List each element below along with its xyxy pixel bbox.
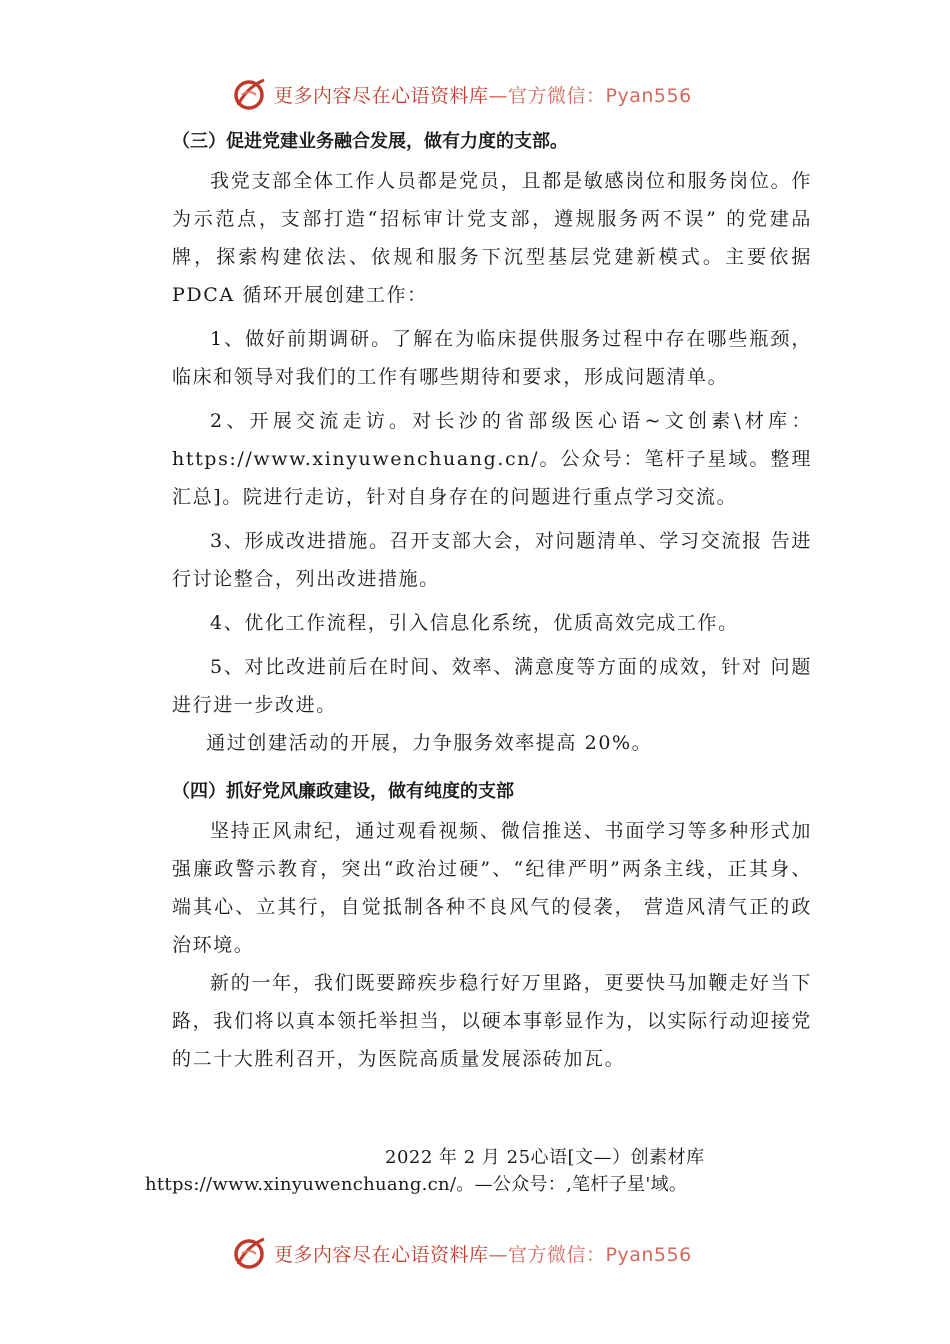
banner-text-main: 更多内容尽在心语资料库 (274, 1243, 489, 1266)
brand-logo-icon (230, 1234, 268, 1272)
section-4-heading: （四）抓好党风廉政建设，做有纯度的支部 (172, 781, 514, 802)
section-3-heading: （三）促进党建业务融合发展，做有力度的支部。 (172, 131, 568, 152)
section-3-item-2: 2、开展交流走访。对长沙的省部级医心语~文创素\材库：https://www.xinyuwenchuang.cn/。公众号：笔杆子星域。整理汇总]。院进行走访，针对自身存在的问题进行重点学习交流。 (172, 410, 812, 508)
bottom-watermark-banner (230, 1233, 750, 1273)
brand-logo-icon (230, 75, 268, 113)
banner-text-main: 更多内容尽在心语资料库 (274, 84, 489, 107)
banner-text-wechat: —官方微信：Pyan556 (488, 84, 692, 107)
section-3-goal: 通过创建活动的开展，力争服务效率提高 20%。 (206, 732, 653, 754)
section-4-paragraph-1: 坚持正风肃纪，通过观看视频、微信推送、书面学习等多种形式加强廉政警示教育，突出“政治过硬”、“纪律严明”两条主线，正其身、端其心、立其行，自觉抵制各种不良风气的侵袭， 营造风清气正的政治环境。 (172, 820, 812, 956)
section-3-item-3: 3、形成改进措施。召开支部大会，对问题清单、学习交流报 告进行讨论整合，列出改进措施。 (172, 530, 812, 590)
section-3-item-4: 4、优化工作流程，引入信息化系统，优质高效完成工作。 (210, 612, 739, 634)
footer-url-line: https://www.xinyuwenchuang.cn/。—公众号：,笔杆子星'域。 (145, 1174, 688, 1195)
section-3-item-5: 5、对比改进前后在时间、效率、满意度等方面的成效，针对 问题进行进一步改进。 (172, 656, 812, 716)
document-body (172, 122, 812, 1078)
section-3-intro: 我党支部全体工作人员都是党员，且都是敏感岗位和服务岗位。作为示范点，支部打造“招标审计党支部，遵规服务两不误” 的党建品牌，探索构建依法、依规和服务下沉型基层党建新模式。主要依据 PDCA 循环开展创建工作： (172, 170, 812, 306)
banner-text (274, 81, 692, 108)
top-watermark-banner (230, 74, 750, 114)
section-3-item-1: 1、做好前期调研。了解在为临床提供服务过程中存在哪些瓶颈，临床和领导对我们的工作有哪些期待和要求，形成问题清单。 (172, 328, 812, 388)
footer-date-line: 2022 年 2 月 25心语[文—）创素材库 (385, 1147, 705, 1168)
banner-text-wechat: —官方微信：Pyan556 (488, 1243, 692, 1266)
section-4-paragraph-2: 新的一年，我们既要蹄疾步稳行好万里路，更要快马加鞭走好当下路，我们将以真本领托举担当，以硬本事彰显作为，以实际行动迎接党的二十大胜利召开，为医院高质量发展添砖加瓦。 (172, 972, 812, 1070)
banner-text (274, 1240, 692, 1267)
